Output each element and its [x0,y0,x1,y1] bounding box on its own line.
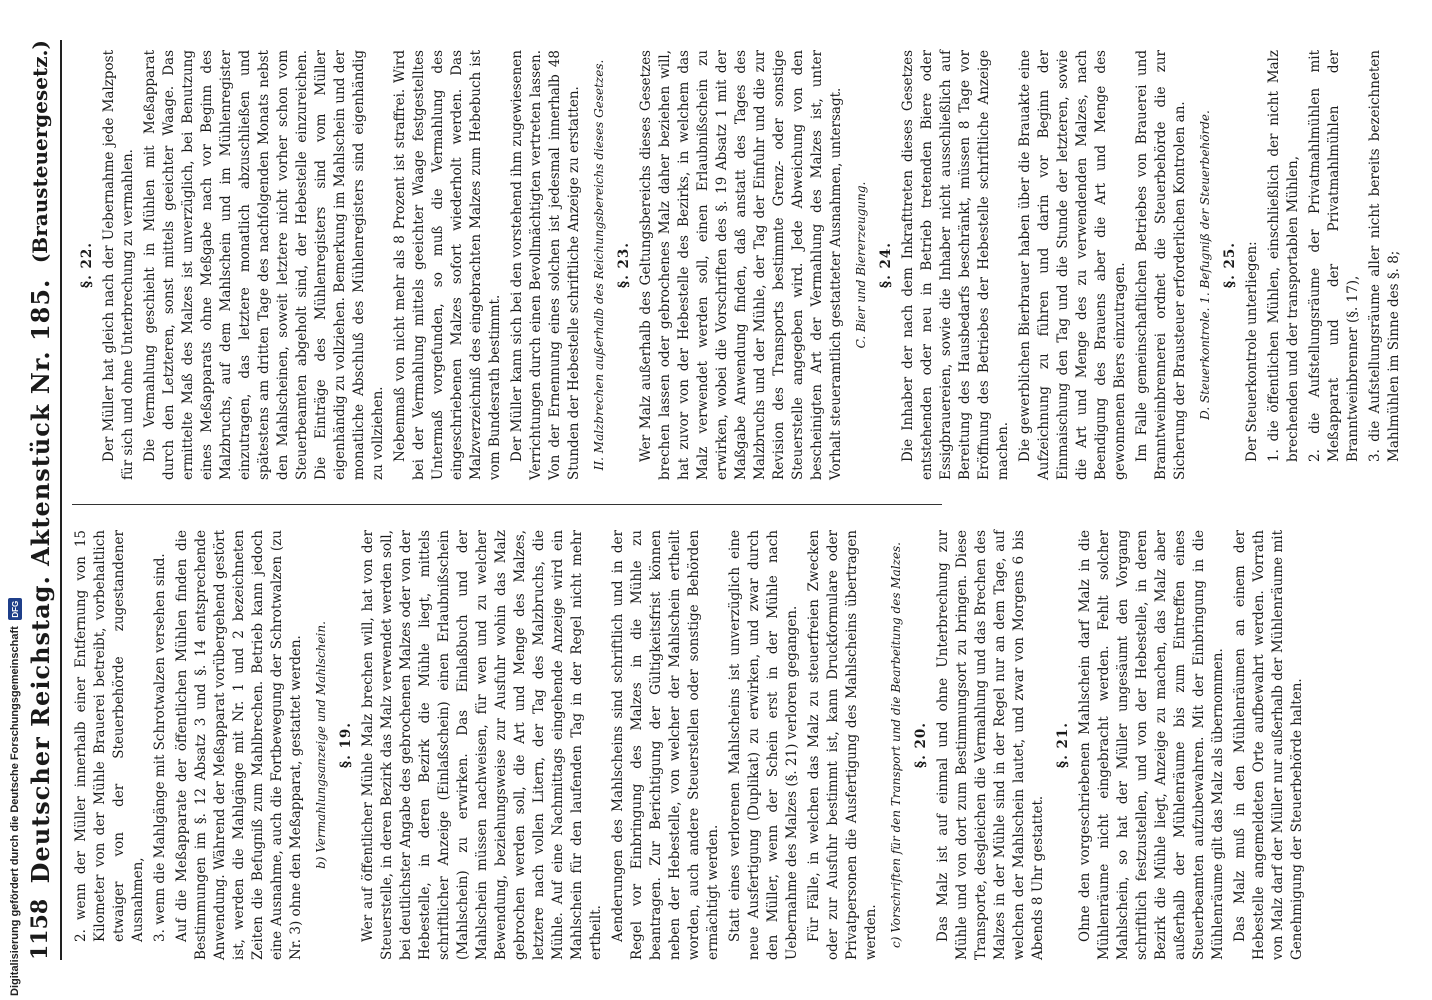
subsection-heading: b) Vermahlungsanzeige und Mahlschein. [314,621,328,869]
paragraph: Der Steuerkontrole unterliegen: [1244,241,1260,462]
list-item: 3. die Aufstellungsräume aller nicht bereits bezeichneten Mahlmühlen im Sinne des §. 8; [1367,50,1402,462]
paragraph: Der Müller kann sich bei den vorstehend ihm zugewiesenen Verrichtungen durch einen Bevollmächtigten vertreten lassen. Von der Ernennung eines solchen ist jedesmal innerhalb 48 Stunden der Hebestelle schriftliche Anzeige zu erstatten. [509,50,582,480]
paragraph: Die gewerblichen Bierbrauer haben über die Brauakte eine Aufzeichnung zu führen und darin vor Beginn der Einmaischung den Tag und die Stunde der letzteren, sowie die Art und Menge des zu verwendenden Malzes, nach Beendigung des Brauens aber die Art und Menge des gewonnenen Biers einzutragen. [1017,50,1128,480]
section-heading: §. 21. [1055,722,1071,768]
digitization-footer [8,296,22,996]
subsection-heading: D. Steuerkontrole. 1. Befugniß der Steuerbehörde. [1198,110,1212,420]
subsection-heading: II. Malzbrechen außerhalb des Reichungsbereichs dieses Gesetzes. [592,59,606,471]
paragraph: Statt eines verlorenen Mahlscheins ist unverzüglich eine neue Ausfertigung (Duplikat) zu erwirken, und zwar durch den Müller, wenn der Schein erst in der Mühle nach Uebernahme des Malzes (§. 21) verloren gegangen. [727,530,800,960]
dfg-logo: DFG [8,598,22,620]
paragraph: Das Malz ist auf einmal und ohne Unterbrechung zur Mühle und von dort zum Bestimmungsort zu bringen. Diese Transporte, desgleichen die Vermahlung und das Brechen des Malzes in der Mühle sind in der Regel nur an dem Tage, auf welchen der Mahlschein lautet, und zwar von Morgens 6 bis Abends 8 Uhr gestattet. [935,530,1046,960]
paragraph: Im Falle gemeinschaftlichen Betriebes von Brauerei und Branntweinbrennerei ordnet die Steuerbehörde die zur Sicherung der Brausteuer erforderlichen Kontrolen an. [1134,50,1188,480]
page-subtitle: (Brausteuergesetz.) [28,40,52,264]
section-heading: §. 20. [913,722,929,768]
paragraph: Die Inhaber der nach dem Inkrafttreten dieses Gesetzes entstehenden oder neu in Betrieb tretenden Biere oder Essigbrauereien, sowie die Inhaber nicht ausschließlich auf Bereitung des Hausbedarfs beschränkt, müssen 8 Tage vor Eröffnung des Betriebes der Hebestelle schriftliche Anzeige machen. [900,50,1011,480]
subsection-heading: C. Bier und Biererzeugung. [854,181,868,349]
footer-text: Digitalisierung gefördert durch die Deutsche Forschungsgemeinschaft [9,626,21,996]
page-title: Deutscher Reichstag. Aktenstück Nr. 185. [25,278,55,884]
subsection-heading: c) Vorschriften für den Transport und die Bearbeitung des Malzes. [889,542,903,948]
paragraph: Aenderungen des Mahlscheins sind schriftlich und in der Regel vor Einbringung des Malzes in die Mühle zu beantragen. Zur Berichtigung der Gültigkeitsfrist können neben der Hebestelle, von welcher der Mahlschein ertheilt worden, auch andere Steuerstellen oder sonstige Behörden ermächtigt werden. [610,530,721,960]
paragraph: Auf die Meßapparate der öffentlichen Mühlen finden die Bestimmungen im §. 12 Absatz 3 und §. 14 entsprechende Anwendung. Während der Meßapparat vorübergehend gestört ist, werden die Mahlgänge mit Nr. 1 und 2 bezeichneten Zeiten die Befugniß zum Mahlbrechen. Betrieb kann jedoch eine Ausnahme, auch die Fortbewegung der Schrotwalzen (zu Nr. 3) ohne den Meßapparat, gestattet werden. [174,530,304,960]
paragraph: Die Vermahlung geschieht in Mühlen mit Meßapparat durch den Letzteren, sonst mittels geeichter Waage. Das ermittelte Maß des Malzes ist unverzüglich, bei Benutzung eines Meßapparats ohne Meßgabe nach vor Beginn des Malzbruchs, auf dem Mahlschein und im Mühlenregister einzutragen, das letztere monatlich abzuschließen und spätestens am dritten Tage des nachfolgenden Monats nebst den Mahlscheinen, soweit letztere nicht vorher schon vom Steuerbeamten abgeholt sind, der Hebestelle einzureichen. Die Einträge des Mühlenregisters sind vom Müller eigenhändig zu vollziehen. Bemerkung im Mahlschein und der monatliche Abschluß des Mühlenregisters sind eigenhändig zu vollziehen. [142,50,386,480]
paragraph: Das Malz muß in den Mühlenräumen an einem der Hebestelle angemeldeten Orte aufbewahrt werden. Vorrath von Malz darf der Müller nur außerhalb der Mühlenräume mit Genehmigung der Steuerbehörde halten. [1232,530,1305,960]
list-item: 2. wenn der Müller innerhalb einer Entfernung von 15 Kilometer von der Mühle Brauerei betreibt, vorbehaltlich etwaiger von der Steuerbehörde zugestandener Ausnahmen, [73,530,146,942]
left-column [72,530,1310,960]
section-heading: §. 22. [79,242,95,288]
right-column [72,50,1407,480]
paragraph: Nebenmaß von nicht mehr als 8 Prozent ist straffrei. Wird bei der Vermahlung mittels geeichter Waage festgestelltes Untermaß vorgefunden, so muß die Vermahlung des eingeschriebenen Malzes sofort wiederholt werden. Das Malzverzeichniß des eingebrachten Malzes zum Hebebuch ist vom Bundesrath bestimmt. [392,50,503,480]
page-header [20,40,62,960]
paragraph: Ohne den vorgeschriebenen Mahlschein darf Malz in die Mühlenräume nicht eingebracht werden. Fehlt solcher Mahlschein, so hat der Müller ungesäumt den Vorgang schriftlich festzustellen, und von der Hebestelle, in deren Bezirk die Mühle liegt, Anzeige zu machen, das Malz aber außerhalb der Mühlenräume bis zum Eintreffen eines Steuerbeamten aufzubewahren. Mit der Einbringung in die Mühlenräume gilt das Malz als übernommen. [1077,530,1226,960]
paragraph: Der Müller hat gleich nach der Uebernahme jede Malzpost für sich und ohne Unterbrechung zu vermahlen. [101,50,136,480]
section-heading: §. 23. [616,242,632,288]
list-item: 2. die Aufstellungsräume der Privatmahlmühlen mit Meßapparat und der Privatmahlmühlen der Branntweinbrenner (§. 17), [1307,50,1361,462]
page-number: 1158 [27,898,53,960]
column-divider [72,504,942,505]
list-item: 1. die öffentlichen Mühlen, einschließlich der nicht Malz brechenden und der transportablen Mühlen, [1266,50,1301,462]
section-heading: §. 19. [338,722,354,768]
section-heading: §. 24. [878,242,894,288]
section-heading: §. 25. [1222,242,1238,288]
paragraph: Wer auf öffentlicher Mühle Malz brechen will, hat von der Steuerstelle, in deren Bezirk das Malz verwendet werden soll, bei deutlichster Angabe des gebrochenen Malzes oder von der Hebestelle, in deren Bezirk die Mühle liegt, mittels schriftlicher Anzeige (Einlaßschein) einen Erlaubnißschein (Mahlschein) zu erwirken. Das Einlaßbuch und der Mahlschein müssen nachweisen, für wen und zu welcher Bewendung, beziehungsweise zur Ausfuhr wohin das Malz gebrochen werden soll, die Art und Menge des Malzes, letztere nach vollen Litern, der Tag des Malzbruchs, die Mühle. Auf eine Nachmittags eingehende Anzeige wird ein Mahlschein für den laufenden Tag in der Regel nicht mehr ertheilt. [360,530,604,960]
list-item: 3. wenn die Mahlgänge mit Schrotwalzen versehen sind. [152,553,168,942]
paragraph: Für Fälle, in welchen das Malz zu steuerfreien Zwecken oder zur Ausfuhr bestimmt ist, kann Druckformulare oder Privatpersonen die Ausfertigung des Mahlscheins übertragen werden. [806,530,879,960]
paragraph: Wer Malz außerhalb des Geltungsbereichs dieses Gesetzes brechen lassen oder gebrochenes Malz daher beziehen will, hat zuvor von der Hebestelle des Bezirks, in welchem das Malz verwendet werden soll, einen Erlaubnißschein zu erwirken, wobei die Vorschriften des §. 19 Absatz 1 mit der Maßgabe Anwendung finden, daß anstatt des Tages des Malzbruchs und der Mühle, der Tag der Einfuhr und die zur Revision des Transports bestimmte Grenz- oder sonstige Steuerstelle angegeben wird. Jede Abweichung von den bescheinigten Art der Vermahlung des Malzes ist, unter Vorhalt steueramtlich gestatteter Ausnahmen, untersagt. [638,50,844,480]
